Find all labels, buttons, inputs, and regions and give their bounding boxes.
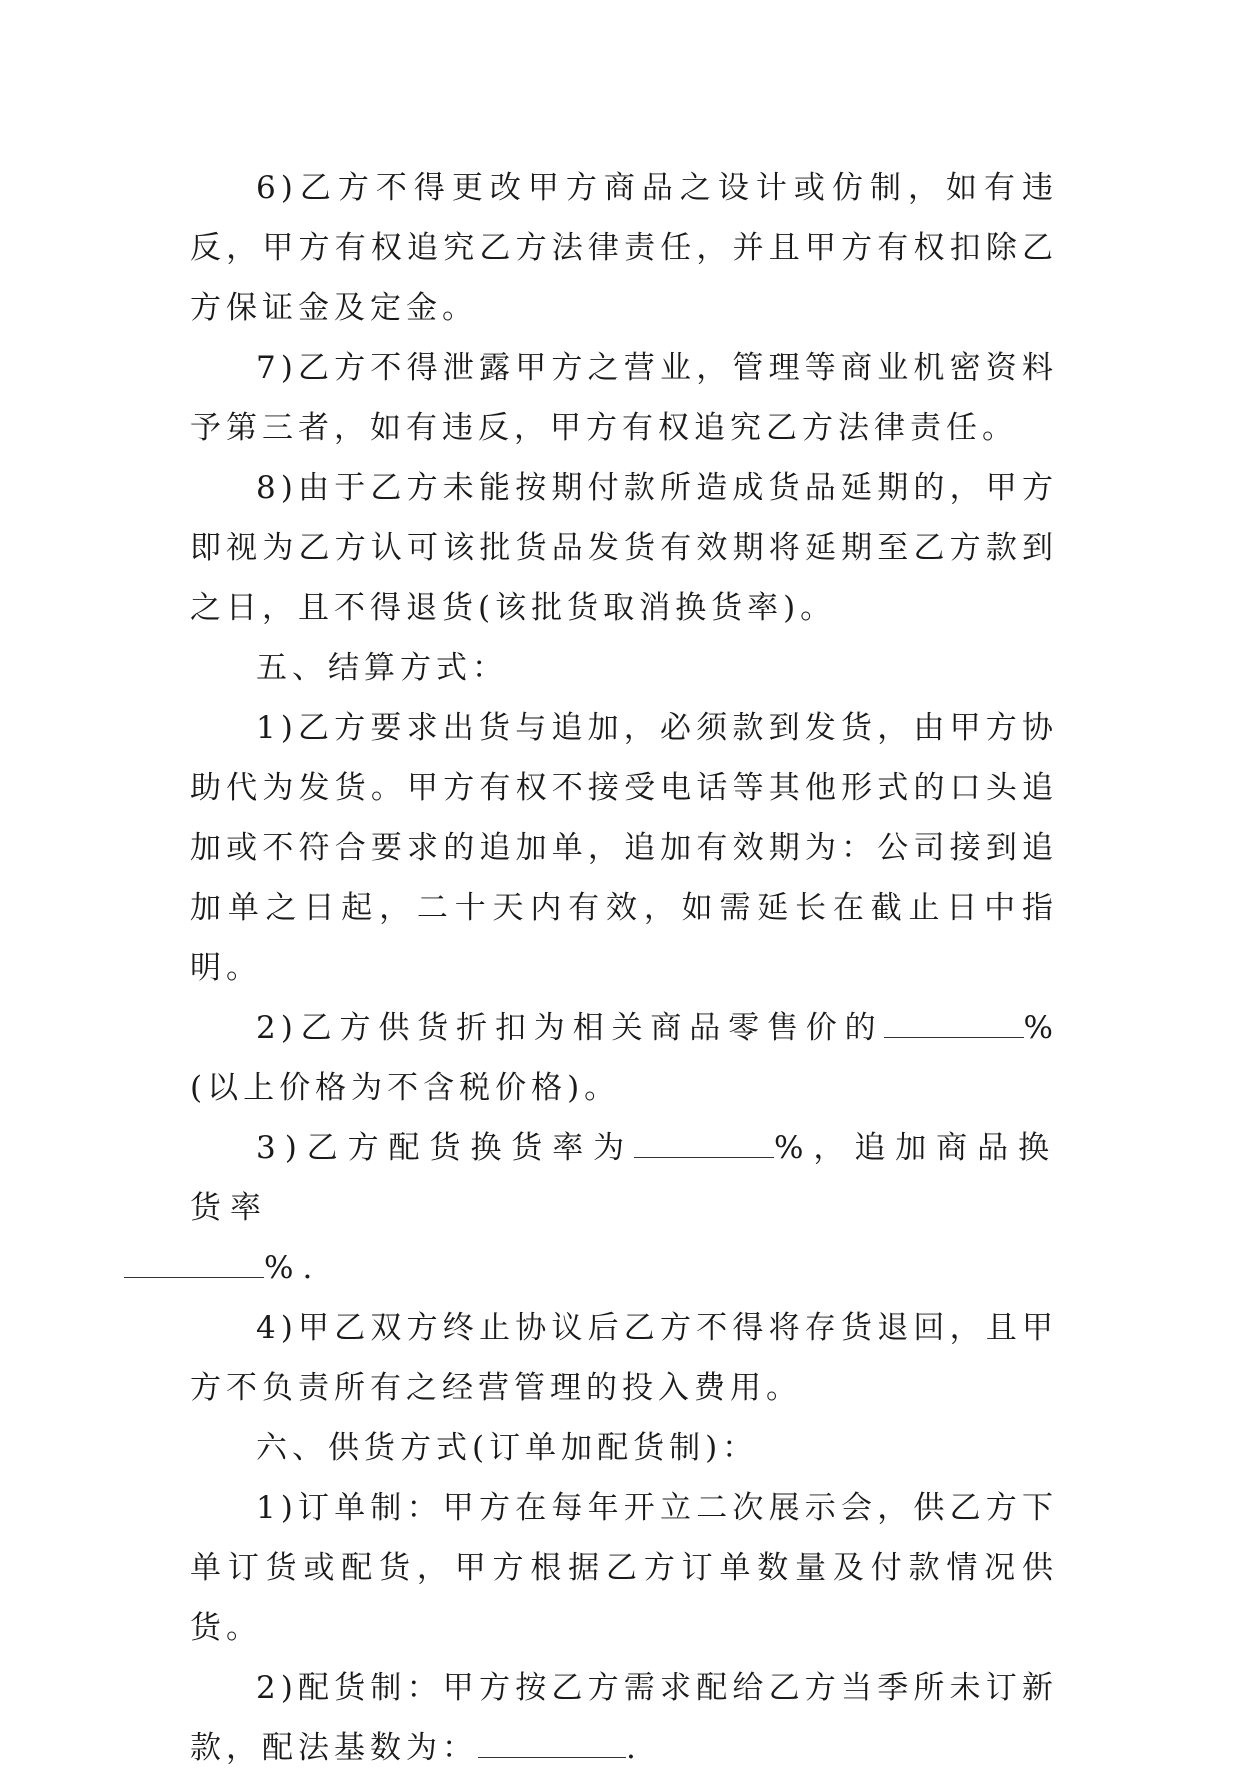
supply-clause-1: 1)订单制：甲方在每年开立二次展示会，供乙方下单订货或配货，甲方根据乙方订单数量及付款情况供货。 [190, 1490, 1058, 1646]
settlement-clause-3 [190, 1118, 1058, 1298]
settlement-clause-3-text-b: %，追加商品换货率 [190, 1130, 1058, 1226]
settlement-clause-2 [190, 998, 1058, 1118]
settlement-clause-3-text-a: 3)乙方配货换货率为 [256, 1130, 635, 1166]
exchange-rate-blank [634, 1131, 774, 1158]
settlement-clause-3-text-c: %. [264, 1250, 322, 1286]
supply-clause-2-text-b: . [626, 1730, 641, 1766]
clause-8: 8)由于乙方未能按期付款所造成货品延期的，甲方即视为乙方认可该批货品发货有效期将延期至乙方款到之日，且不得退货(该批货取消换货率)。 [190, 470, 1058, 626]
settlement-clause-2-text-b: %(以上价格为不含税价格)。 [190, 1010, 1058, 1106]
section-heading-supply: 六、供货方式(订单加配货制)： [256, 1430, 759, 1466]
document-body [190, 158, 1058, 1778]
supply-clause-2-text-a: 2)配货制：甲方按乙方需求配给乙方当季所未订新款，配法基数为： [190, 1670, 1058, 1766]
clause-7: 7)乙方不得泄露甲方之营业，管理等商业机密资料予第三者，如有违反，甲方有权追究乙方法律责任。 [190, 350, 1058, 446]
supply-clause-2 [190, 1658, 1058, 1778]
settlement-clause-1: 1)乙方要求出货与追加，必须款到发货，由甲方协助代为发货。甲方有权不接受电话等其他形式的口头追加或不符合要求的追加单，追加有效期为：公司接到追加单之日起，二十天内有效，如需延长在截止日中指明。 [190, 710, 1058, 986]
settlement-clause-4: 4)甲乙双方终止协议后乙方不得将存货退回，且甲方不负责所有之经营管理的投入费用。 [190, 1310, 1058, 1406]
additional-exchange-rate-blank [124, 1251, 264, 1278]
settlement-clause-2-text-a: 2)乙方供货折扣为相关商品零售价的 [256, 1010, 884, 1046]
clause-6: 6)乙方不得更改甲方商品之设计或仿制，如有违反，甲方有权追究乙方法律责任，并且甲方有权扣除乙方保证金及定金。 [190, 170, 1058, 326]
section-heading-settlement: 五、结算方式： [256, 650, 508, 686]
discount-blank [884, 1011, 1024, 1038]
